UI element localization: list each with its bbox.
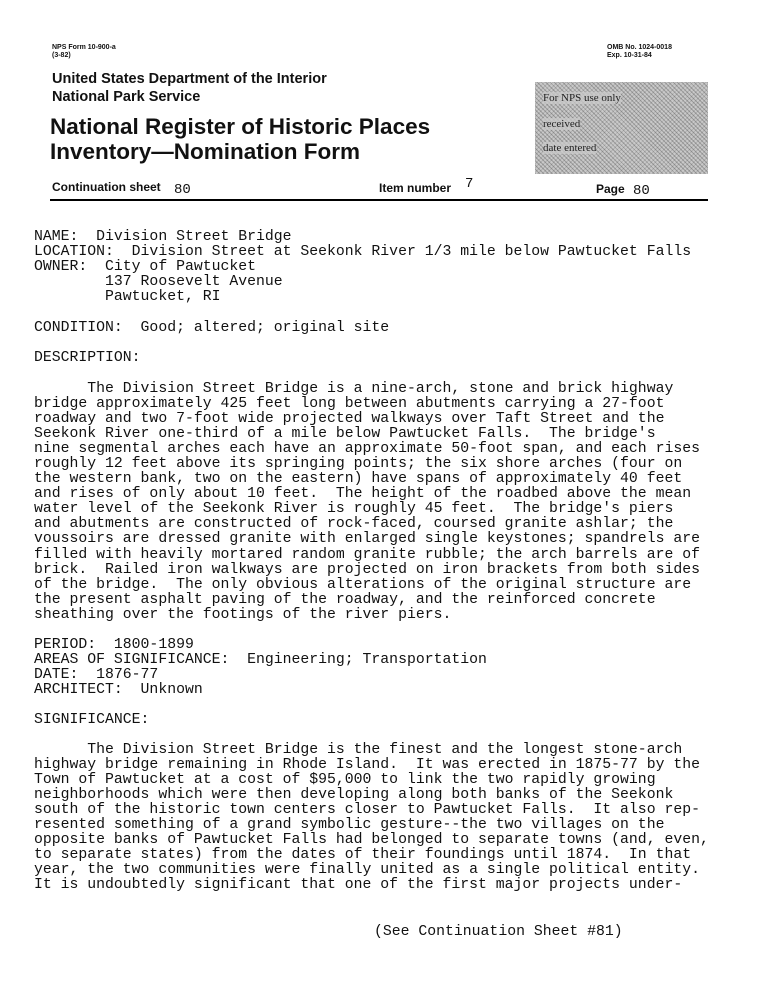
continuation-footer-note: (See Continuation Sheet #81) bbox=[374, 924, 623, 940]
significance-line: neighborhoods which were then developing along both banks of the Seekonk bbox=[34, 787, 674, 804]
owner-line-1: OWNER: City of Pawtucket bbox=[34, 259, 256, 275]
continuation-sheet-label: Continuation sheet bbox=[52, 180, 161, 194]
description-line: and rises of only about 10 feet. The height of the roadbed above the mean bbox=[34, 486, 692, 503]
description-line: and abutments are constructed of rock-faced, coursed granite ashlar; the bbox=[34, 516, 674, 533]
description-line: sheathing over the footings of the river piers. bbox=[34, 606, 452, 623]
omb-number: OMB No. 1024-0018 bbox=[607, 44, 672, 51]
significance-line: Town of Pawtucket at a cost of $95,000 to link the two rapidly growing bbox=[34, 772, 656, 789]
page-label: Page bbox=[596, 182, 625, 196]
significance-line: year, the two communities were finally united as a single political entity. bbox=[34, 862, 700, 879]
form-number: NPS Form 10-900-a bbox=[52, 44, 116, 51]
significance-line: The Division Street Bridge is the finest and the longest stone-arch bbox=[34, 742, 683, 758]
significance-heading: SIGNIFICANCE: bbox=[34, 712, 150, 728]
significance-line: resented something of a grand symbolic gesture--the two villages on the bbox=[34, 817, 665, 834]
areas-of-significance-line: AREAS OF SIGNIFICANCE: Engineering; Transportation bbox=[34, 652, 487, 668]
description-paragraph bbox=[34, 382, 700, 623]
description-line: nine segmental arches each have an approximate 50-foot span, and each rises bbox=[34, 441, 700, 458]
expiration-date: Exp. 10-31-84 bbox=[607, 52, 652, 59]
description-line: water level of the Seekonk River is roughly 45 feet. The bridge's piers bbox=[34, 501, 674, 518]
received-label: received bbox=[543, 118, 581, 130]
item-number-label: Item number bbox=[379, 181, 452, 195]
continuation-sheet-value: 80 bbox=[174, 182, 191, 198]
description-line: filled with heavily mortared random granite rubble; the arch barrels are of bbox=[34, 546, 700, 563]
significance-line: opposite banks of Pawtucket Falls had belonged to separate towns (and, even, bbox=[34, 832, 709, 849]
owner-line-2: 137 Roosevelt Avenue bbox=[34, 274, 283, 290]
name-line: NAME: Division Street Bridge bbox=[34, 229, 292, 245]
significance-paragraph bbox=[34, 743, 709, 893]
description-line: brick. Railed iron walkways are projected on iron brackets from both sides bbox=[34, 561, 700, 578]
significance-line: It is undoubtedly significant that one of the first major projects under- bbox=[34, 877, 683, 894]
period-line: PERIOD: 1800-1899 bbox=[34, 637, 194, 653]
description-line: roadway and two 7-foot wide projected walkways over Taft Street and the bbox=[34, 411, 665, 428]
date-line: DATE: 1876-77 bbox=[34, 667, 159, 683]
owner-line-3: Pawtucket, RI bbox=[34, 289, 221, 305]
description-line: the present asphalt paving of the roadway, and the reinforced concrete bbox=[34, 591, 656, 608]
significance-line: highway bridge remaining in Rhode Island. It was erected in 1875-77 by the bbox=[34, 757, 700, 774]
description-line: voussoirs are dressed granite with enlarged single keystones; spandrels are bbox=[34, 531, 700, 548]
page-value: 80 bbox=[633, 183, 650, 199]
department-name: United States Department of the Interior bbox=[52, 71, 327, 87]
nps-use-only-box bbox=[535, 82, 708, 174]
date-entered-label: date entered bbox=[543, 142, 597, 154]
agency-name: National Park Service bbox=[52, 89, 201, 105]
description-line: Seekonk River one-third of a mile below Pawtucket Falls. The bridge's bbox=[34, 426, 656, 443]
description-line: The Division Street Bridge is a nine-arch, stone and brick highway bbox=[34, 381, 674, 397]
form-title-line1: National Register of Historic Places bbox=[50, 114, 431, 139]
header-rule bbox=[50, 199, 708, 201]
significance-line: south of the historic town centers closer to Pawtucket Falls. It also rep- bbox=[34, 802, 700, 819]
form-revision: (3-82) bbox=[52, 52, 71, 59]
condition-line: CONDITION: Good; altered; original site bbox=[34, 320, 390, 336]
description-heading: DESCRIPTION: bbox=[34, 350, 141, 366]
form-title-line2: Inventory—Nomination Form bbox=[50, 139, 361, 164]
description-line: the western bank, two on the eastern) have spans of approximately 40 feet bbox=[34, 471, 683, 488]
architect-line: ARCHITECT: Unknown bbox=[34, 682, 203, 698]
description-line: roughly 12 feet above its springing points; the six shore arches (four on bbox=[34, 456, 683, 473]
description-line: bridge approximately 425 feet long between abutments carrying a 27-foot bbox=[34, 396, 665, 413]
location-line: LOCATION: Division Street at Seekonk River 1/3 mile below Pawtucket Falls bbox=[34, 244, 692, 260]
significance-line: to separate states) from the dates of their foundings until 1874. In that bbox=[34, 847, 692, 864]
item-number-value: 7 bbox=[465, 176, 474, 192]
description-line: of the bridge. The only obvious alterations of the original structure are bbox=[34, 576, 692, 593]
nps-use-only-label: For NPS use only bbox=[543, 92, 621, 104]
